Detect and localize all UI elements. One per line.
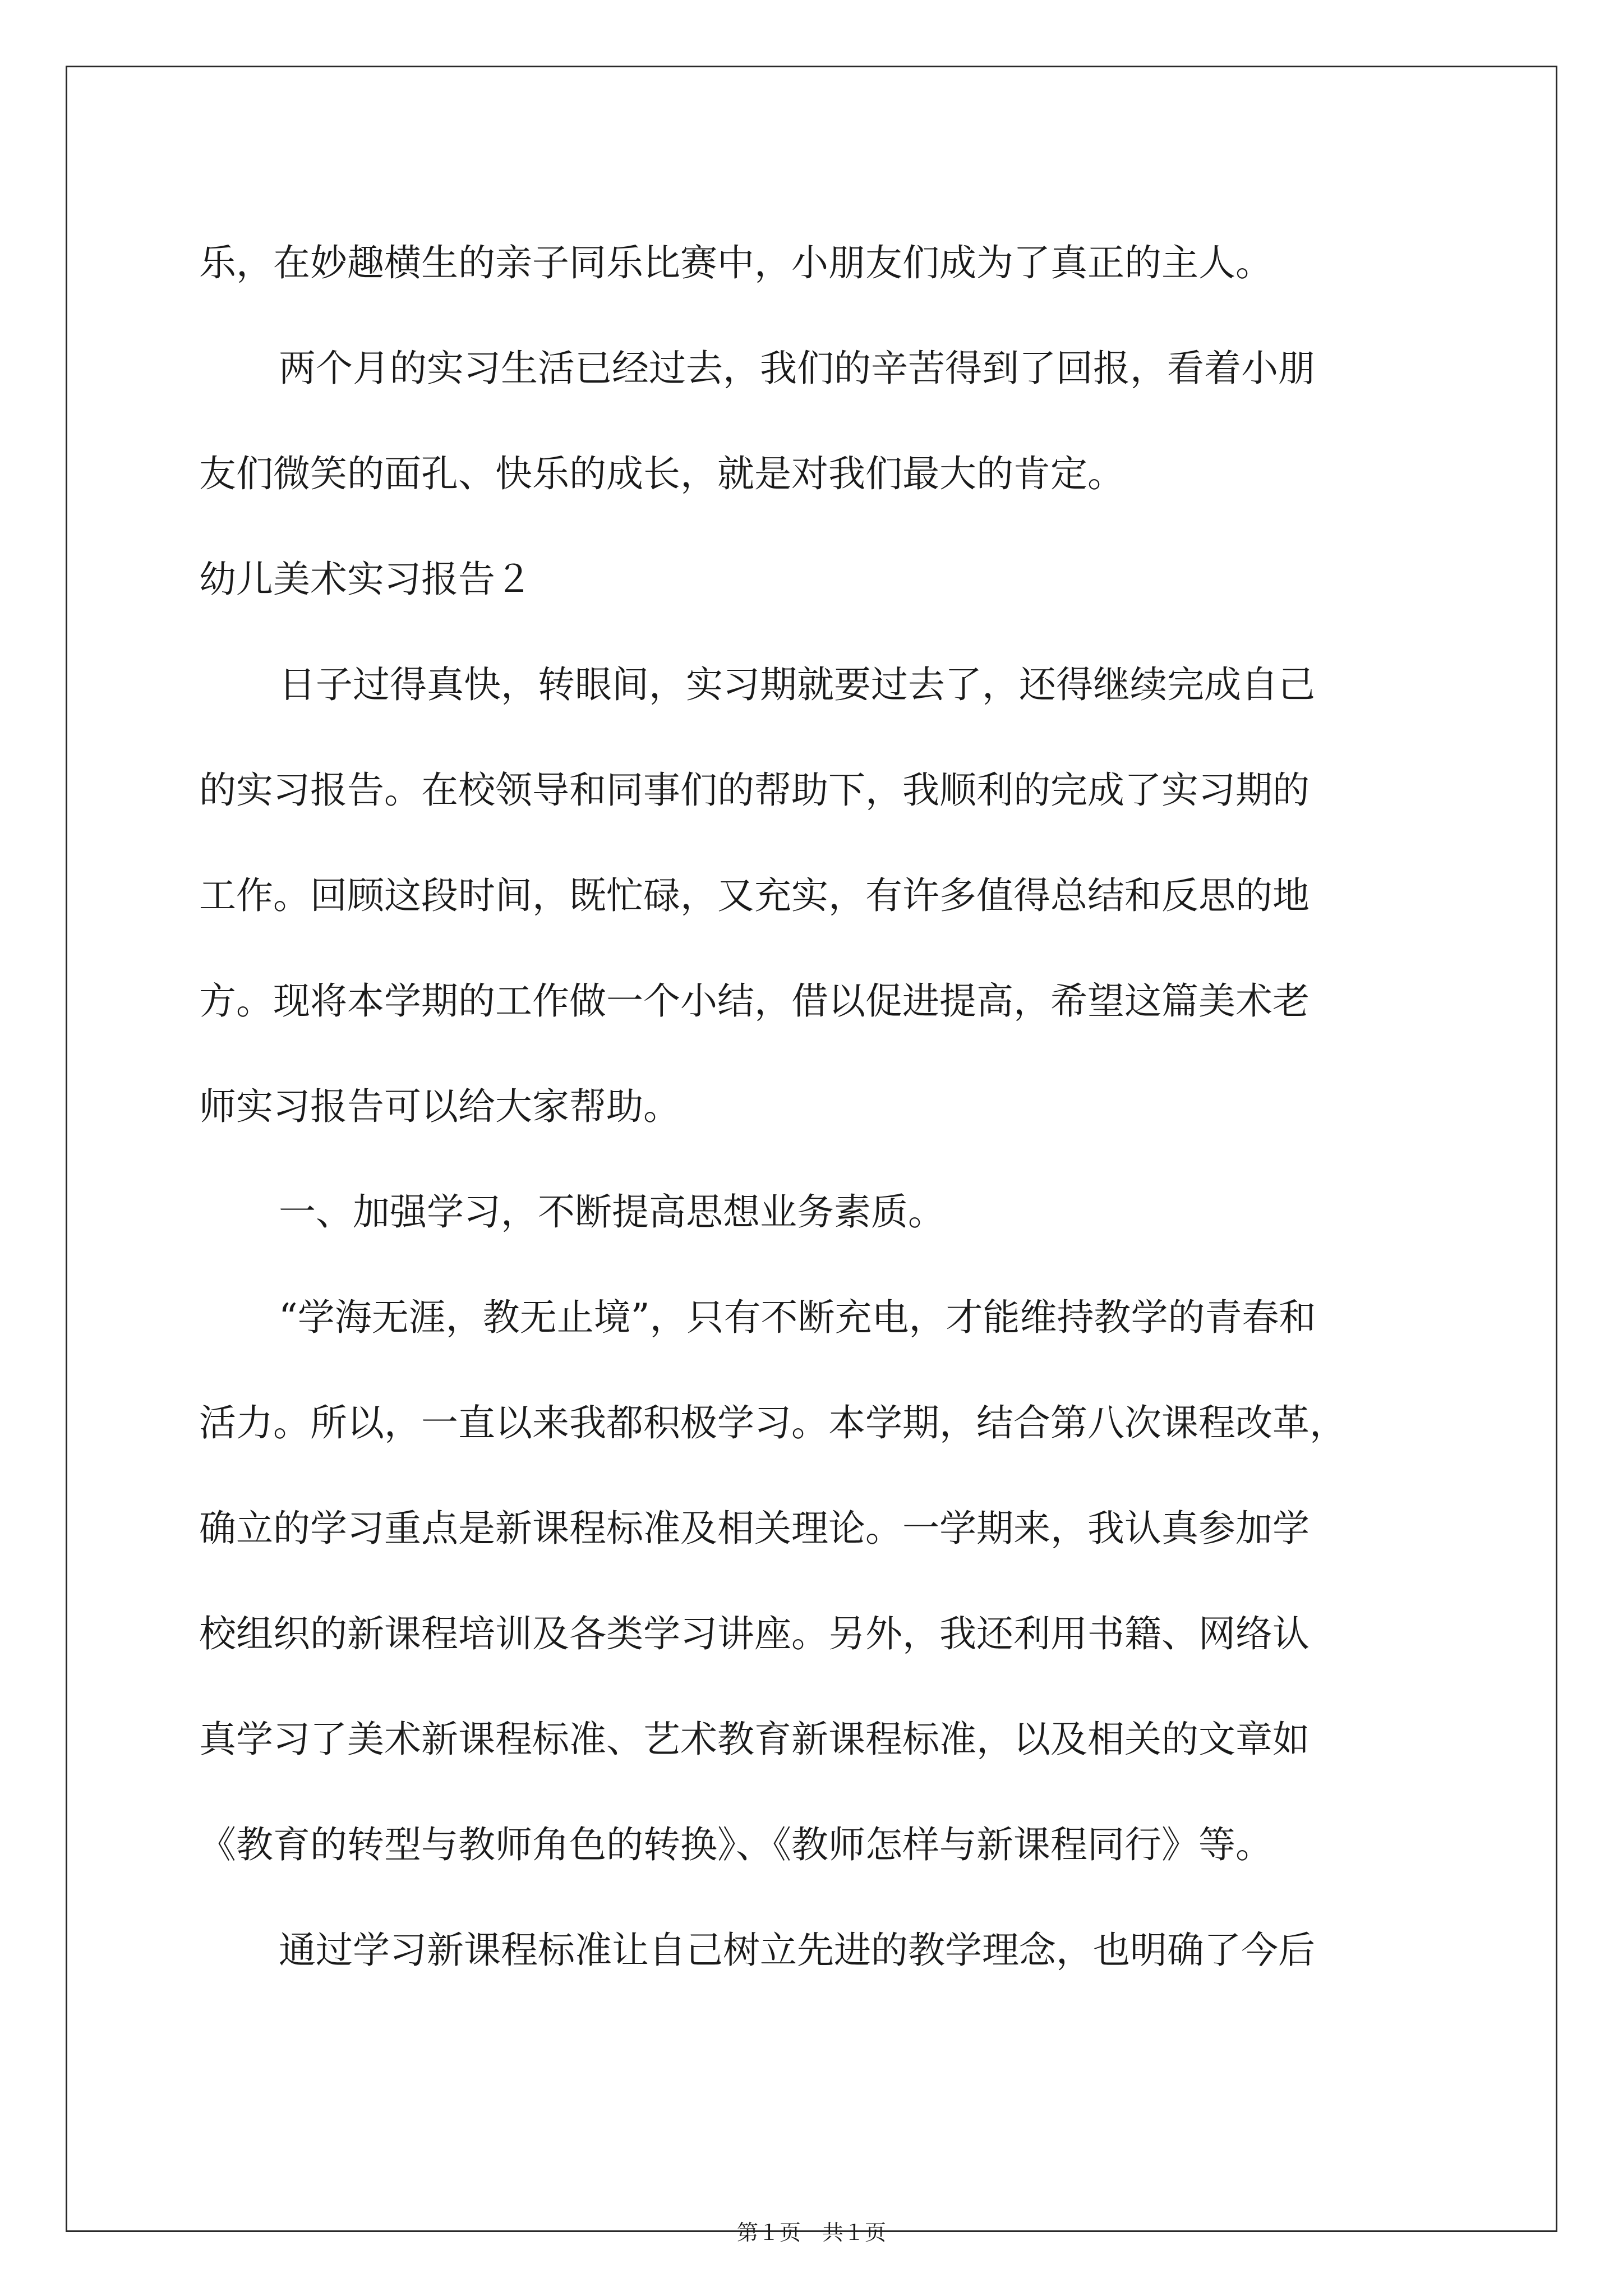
document-body <box>199 210 1427 2003</box>
text-line: 工作。回顾这段时间，既忙碌，又充实，有许多值得总结和反思的地 <box>199 874 1310 917</box>
text-line: 校组织的新课程培训及各类学习讲座。另外，我还利用书籍、网络认 <box>199 1612 1310 1655</box>
text-line: “学海无涯，教无止境”，只有不断充电，才能维持教学的青春和 <box>279 1296 1316 1339</box>
text-line: 方。现将本学期的工作做一个小结，借以促进提高，希望这篇美术老 <box>199 979 1310 1023</box>
text-line: 活力。所以，一直以来我都积极学习。本学期，结合第八次课程改革， <box>199 1401 1347 1444</box>
text-line: 的实习报告。在校领导和同事们的帮助下，我顺利的完成了实习期的 <box>199 769 1310 812</box>
text-line: 友们微笑的面孔、快乐的成长，就是对我们最大的肯定。 <box>199 452 1124 495</box>
text-line: 确立的学习重点是新课程标准及相关理论。一学期来，我认真参加学 <box>199 1507 1310 1550</box>
text-line: 《教育的转型与教师角色的转换》、《教师怎样与新课程同行》等。 <box>199 1823 1272 1866</box>
subsection-heading: 一、加强学习，不断提高思想业务素质。 <box>279 1190 945 1234</box>
section-heading: 幼儿美术实习报告２ <box>199 558 532 601</box>
text-line: 日子过得真快，转眼间，实习期就要过去了，还得继续完成自己 <box>279 663 1315 706</box>
text-line: 乐，在妙趣横生的亲子同乐比赛中，小朋友们成为了真正的主人。 <box>199 241 1272 284</box>
page-footer: 第１页 共１页 <box>736 2220 886 2245</box>
text-line: 两个月的实习生活已经过去，我们的辛苦得到了回报，看着小朋 <box>279 347 1315 390</box>
text-line: 师实习报告可以给大家帮助。 <box>199 1085 680 1128</box>
text-line: 通过学习新课程标准让自己树立先进的教学理念，也明确了今后 <box>279 1929 1315 1972</box>
text-line: 真学习了美术新课程标准、艺术教育新课程标准，以及相关的文章如 <box>199 1718 1310 1761</box>
